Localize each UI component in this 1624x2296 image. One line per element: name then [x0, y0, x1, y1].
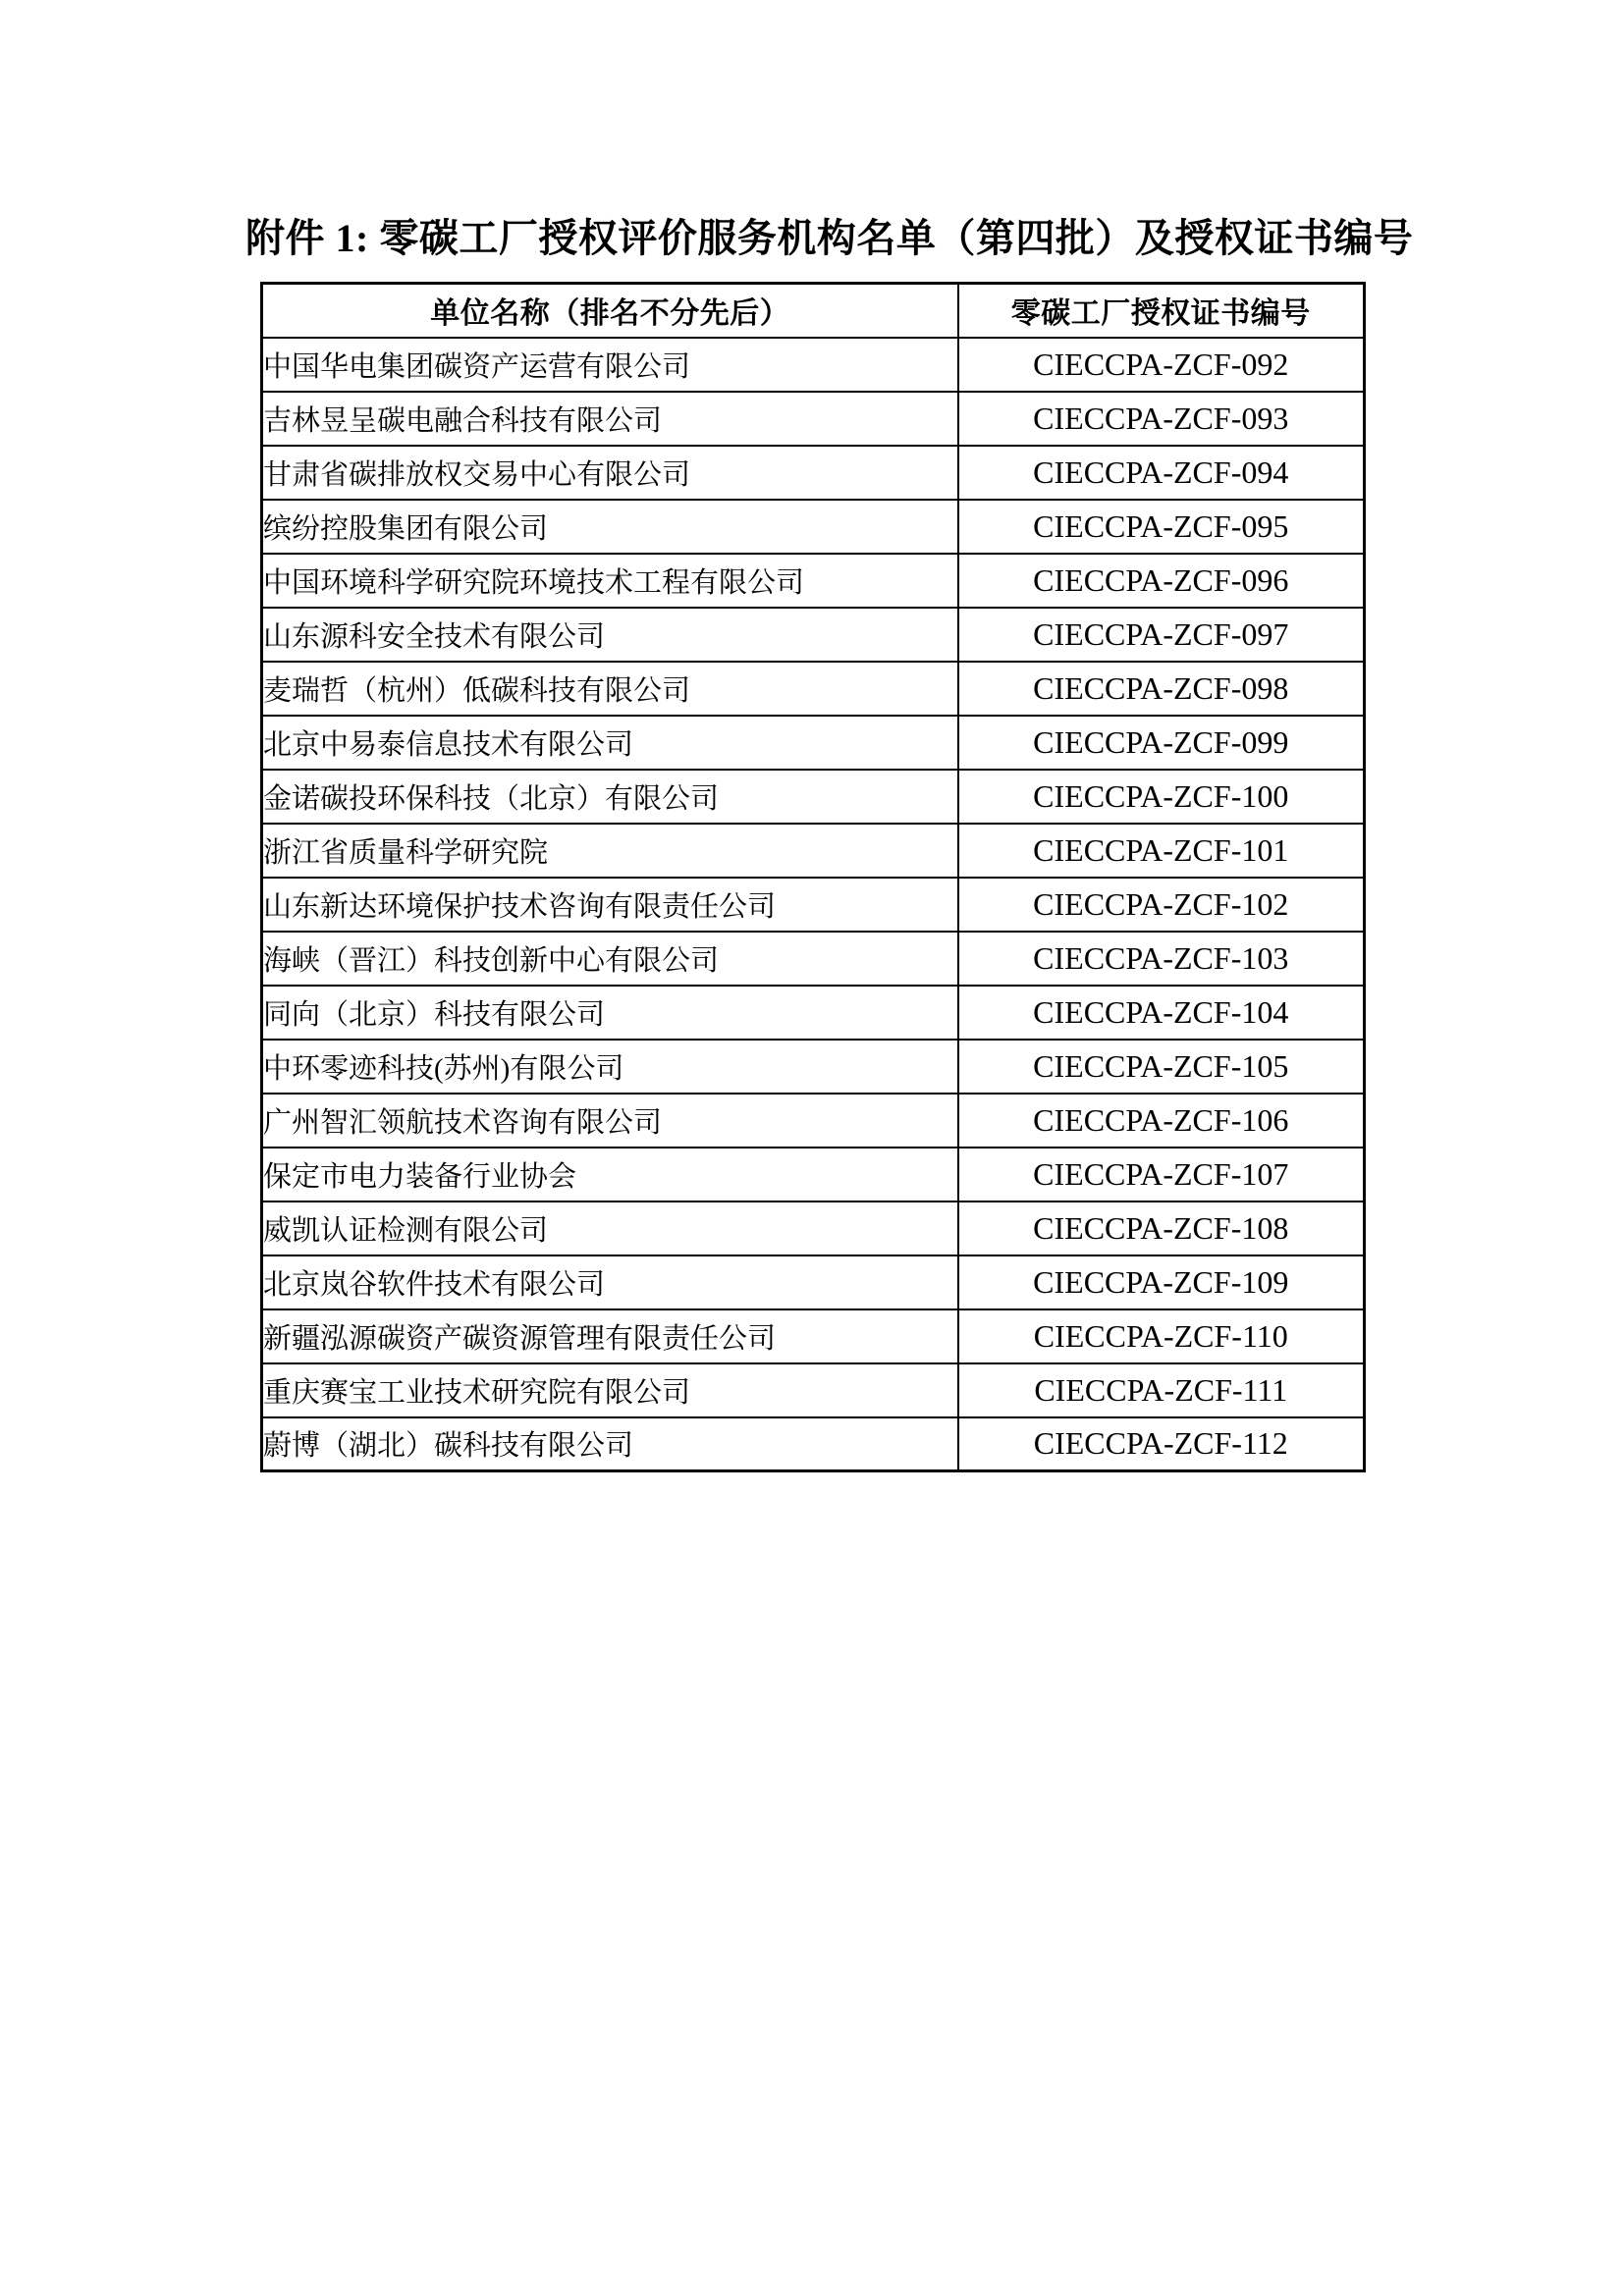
table-row	[262, 1094, 1365, 1148]
agency-name-cell: 北京中易泰信息技术有限公司	[262, 716, 958, 770]
agency-name-cell: 威凯认证检测有限公司	[262, 1201, 958, 1255]
table-row	[262, 392, 1365, 446]
table-row	[262, 986, 1365, 1040]
table-header-row-group	[262, 284, 1365, 338]
agency-name-cell: 金诺碳投环保科技（北京）有限公司	[262, 770, 958, 824]
agency-name-cell: 广州智汇领航技术咨询有限公司	[262, 1094, 958, 1148]
table-row	[262, 1363, 1365, 1417]
table-row	[262, 1040, 1365, 1094]
agency-name-cell: 山东源科安全技术有限公司	[262, 608, 958, 662]
table-body	[262, 338, 1365, 1471]
agency-name-cell: 缤纷控股集团有限公司	[262, 500, 958, 554]
table-row	[262, 1201, 1365, 1255]
agency-name-cell: 新疆泓源碳资产碳资源管理有限责任公司	[262, 1309, 958, 1363]
certificate-number-cell: CIECCPA-ZCF-099	[958, 716, 1365, 770]
table-row	[262, 1148, 1365, 1201]
agency-name-cell: 甘肃省碳排放权交易中心有限公司	[262, 446, 958, 500]
table-row	[262, 770, 1365, 824]
table-row	[262, 500, 1365, 554]
certificate-number-cell: CIECCPA-ZCF-109	[958, 1255, 1365, 1309]
table-row	[262, 1417, 1365, 1471]
certificate-number-cell: CIECCPA-ZCF-111	[958, 1363, 1365, 1417]
certificate-number-cell: CIECCPA-ZCF-102	[958, 878, 1365, 932]
table-row	[262, 608, 1365, 662]
table-row	[262, 878, 1365, 932]
certificate-number-cell: CIECCPA-ZCF-101	[958, 824, 1365, 878]
agency-name-cell: 中国环境科学研究院环境技术工程有限公司	[262, 554, 958, 608]
certificate-number-cell: CIECCPA-ZCF-112	[958, 1417, 1365, 1471]
certificate-number-cell: CIECCPA-ZCF-107	[958, 1148, 1365, 1201]
certificate-number-cell: CIECCPA-ZCF-097	[958, 608, 1365, 662]
table-row	[262, 1255, 1365, 1309]
agency-name-cell: 重庆赛宝工业技术研究院有限公司	[262, 1363, 958, 1417]
agency-name-cell: 中环零迹科技(苏州)有限公司	[262, 1040, 958, 1094]
certificate-number-cell: CIECCPA-ZCF-105	[958, 1040, 1365, 1094]
page-title: 附件 1: 零碳工厂授权评价服务机构名单（第四批）及授权证书编号	[245, 216, 1414, 260]
agency-name-cell: 中国华电集团碳资产运营有限公司	[262, 338, 958, 392]
certificate-number-cell: CIECCPA-ZCF-108	[958, 1201, 1365, 1255]
table-row	[262, 1309, 1365, 1363]
table-row	[262, 446, 1365, 500]
certificate-number-cell: CIECCPA-ZCF-106	[958, 1094, 1365, 1148]
agency-name-cell: 山东新达环境保护技术咨询有限责任公司	[262, 878, 958, 932]
agency-name-cell: 蔚博（湖北）碳科技有限公司	[262, 1417, 958, 1471]
agency-name-cell: 麦瑞哲（杭州）低碳科技有限公司	[262, 662, 958, 716]
certificate-number-cell: CIECCPA-ZCF-092	[958, 338, 1365, 392]
table-header-row	[262, 284, 1365, 338]
table-row	[262, 824, 1365, 878]
certificate-number-cell: CIECCPA-ZCF-098	[958, 662, 1365, 716]
certificate-number-cell: CIECCPA-ZCF-110	[958, 1309, 1365, 1363]
table-row	[262, 932, 1365, 986]
certificate-number-cell: CIECCPA-ZCF-095	[958, 500, 1365, 554]
certificate-number-cell: CIECCPA-ZCF-096	[958, 554, 1365, 608]
agency-name-cell: 吉林昱呈碳电融合科技有限公司	[262, 392, 958, 446]
certificate-number-cell: CIECCPA-ZCF-104	[958, 986, 1365, 1040]
certificate-number-cell: CIECCPA-ZCF-093	[958, 392, 1365, 446]
column-header-certificate-number: 零碳工厂授权证书编号	[958, 284, 1365, 338]
table-row	[262, 338, 1365, 392]
table-row	[262, 716, 1365, 770]
agency-name-cell: 海峡（晋江）科技创新中心有限公司	[262, 932, 958, 986]
agency-name-cell: 同向（北京）科技有限公司	[262, 986, 958, 1040]
certificate-number-cell: CIECCPA-ZCF-094	[958, 446, 1365, 500]
certificate-number-cell: CIECCPA-ZCF-103	[958, 932, 1365, 986]
agency-name-cell: 浙江省质量科学研究院	[262, 824, 958, 878]
agency-certificate-table	[260, 282, 1366, 1472]
column-header-agency-name: 单位名称（排名不分先后）	[262, 284, 958, 338]
table-row	[262, 554, 1365, 608]
table-row	[262, 662, 1365, 716]
certificate-number-cell: CIECCPA-ZCF-100	[958, 770, 1365, 824]
agency-name-cell: 北京岚谷软件技术有限公司	[262, 1255, 958, 1309]
agency-name-cell: 保定市电力装备行业协会	[262, 1148, 958, 1201]
